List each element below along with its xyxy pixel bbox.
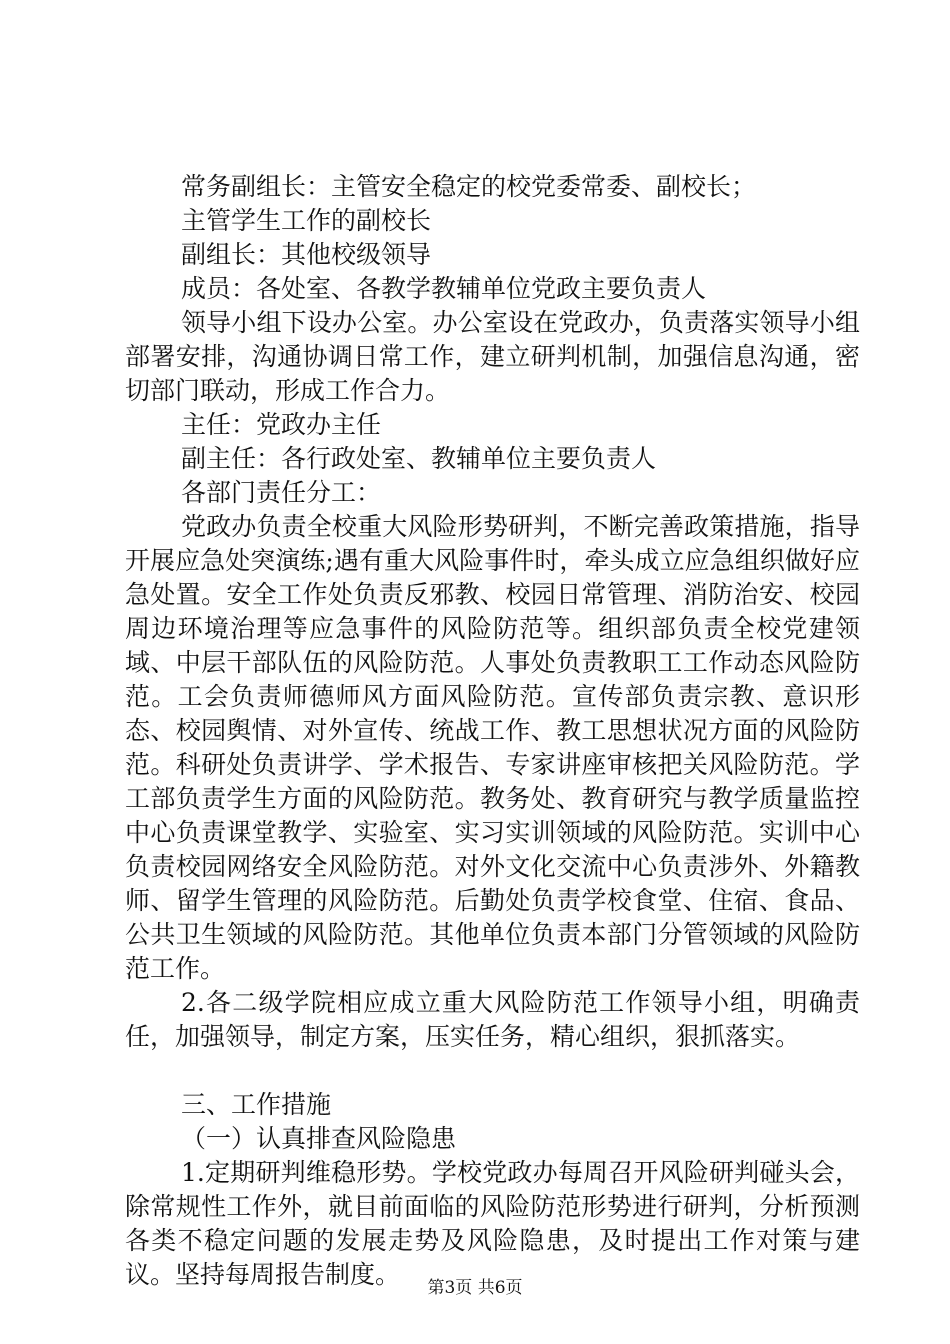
page-number-footer: 第3页 共6页	[427, 1278, 523, 1298]
paragraph-office: 领导小组下设办公室。办公室设在党政办，负责落实领导小组部署安排，沟通协调日常工作，建立研判机制，加强信息沟通，密切部门联动，形成工作合力。	[125, 308, 860, 405]
text-line: 副组长：其他校级领导	[181, 240, 432, 269]
paragraph-measure: 1.定期研判维稳形势。学校党政办每周召开风险研判碰头会，除常规性工作外，就目前面临的风险防范形势进行研判，分析预测各类不稳定问题的发展走势及风险隐患，及时提出工作对策与建议。坚持每周报告制度。	[125, 1158, 860, 1289]
paragraph-duties: 党政办负责全校重大风险形势研判，不断完善政策措施，指导开展应急处突演练;遇有重大风险事件时，牵头成立应急组织做好应急处置。安全工作处负责反邪教、校园日常管理、消防治安、校园周边环境治理等应急事件的风险防范等。组织部负责全校党建领域、中层干部队伍的风险防范。人事处负责教职工工作动态风险防范。工会负责师德师风方面风险防范。宣传部负责宗教、意识形态、校园舆情、对外宣传、统战工作、教工思想状况方面的风险防范。科研处负责讲学、学术报告、专家讲座审核把关风险防范。学工部负责学生方面的风险防范。教务处、教育研究与教学质量监控中心负责课堂教学、实验室、实习实训领域的风险防范。实训中心负责校园网络安全风险防范。对外文化交流中心负责涉外、外籍教师、留学生管理的风险防范。后勤处负责学校食堂、住宿、食品、公共卫生领域的风险防范。其他单位负责本部门分管领域的风险防范工作。	[125, 512, 860, 983]
text-line: 成员：各处室、各教学教辅单位党政主要负责人	[181, 274, 707, 303]
subsection-heading: （一）认真排查风险隐患	[181, 1124, 457, 1153]
text-line: 各部门责任分工：	[181, 478, 382, 507]
paragraph-colleges: 2.各二级学院相应成立重大风险防范工作领导小组，明确责任，加强领导，制定方案，压实任务，精心组织，狠抓落实。	[125, 988, 860, 1051]
text-line: 主管学生工作的副校长	[181, 206, 432, 235]
spacer	[125, 1054, 860, 1088]
section-heading: 三、工作措施	[181, 1090, 332, 1119]
text-line: 副主任：各行政处室、教辅单位主要负责人	[181, 444, 657, 473]
document-body	[125, 170, 860, 1292]
text-line: 主任：党政办主任	[181, 410, 382, 439]
text-line: 常务副组长：主管安全稳定的校党委常委、副校长；	[181, 172, 757, 201]
